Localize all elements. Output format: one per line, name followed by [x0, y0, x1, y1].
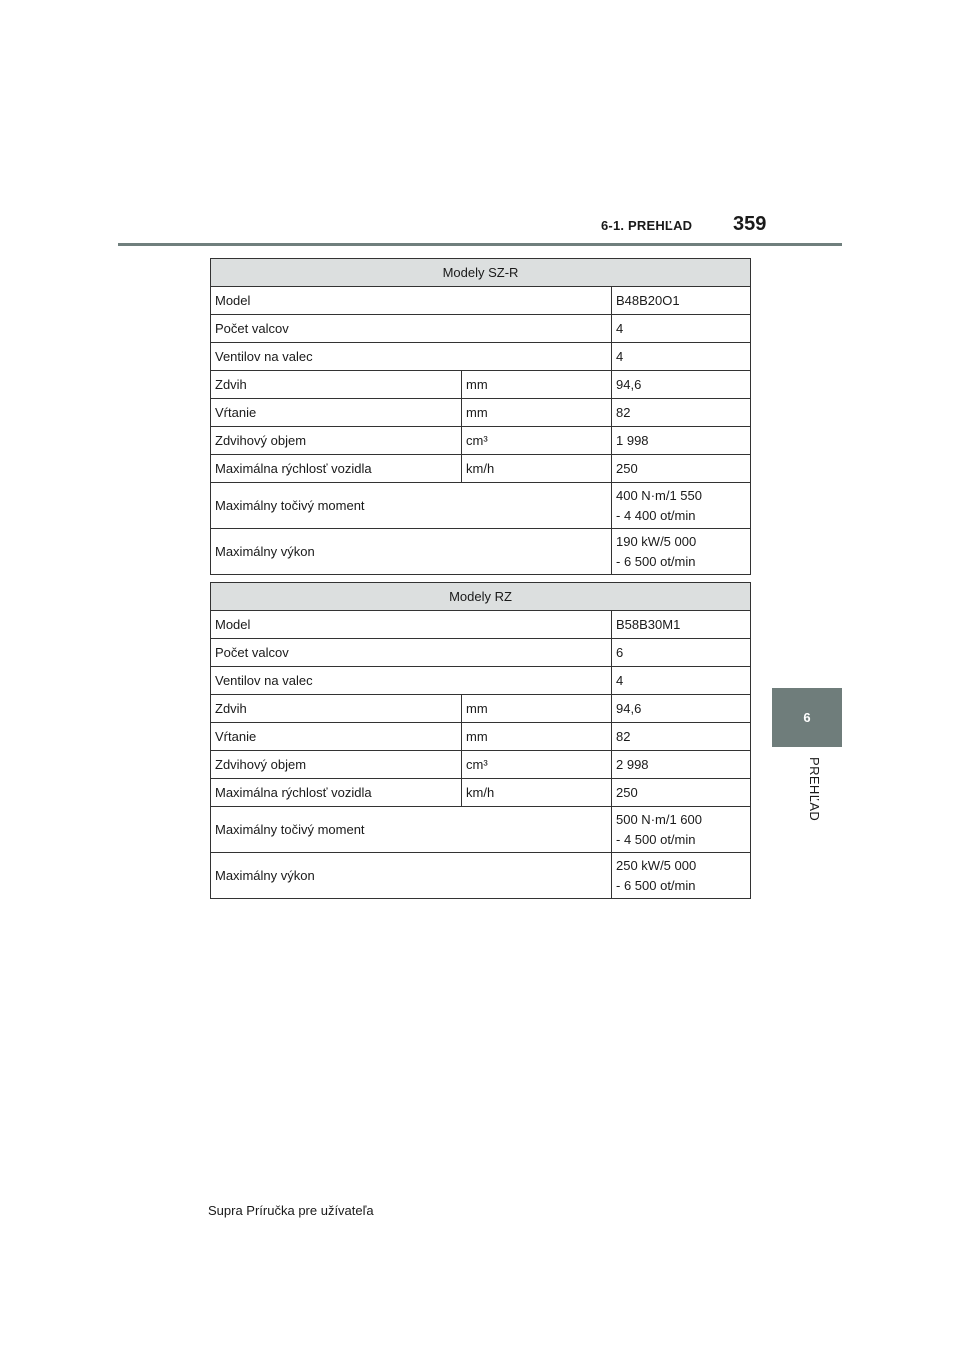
chapter-number: 6	[803, 710, 811, 725]
spec-value: 4	[612, 667, 751, 695]
spec-value: 4	[612, 315, 751, 343]
table-header-row	[211, 583, 751, 611]
footer-manual-title: Supra Príručka pre užívateľa	[208, 1203, 374, 1218]
spec-value: 82	[612, 399, 751, 427]
chapter-label: PREHĽAD	[807, 757, 822, 822]
spec-value: 250 kW/5 000 - 6 500 ot/min	[612, 853, 751, 899]
table-row	[211, 427, 751, 455]
table-row	[211, 611, 751, 639]
table-row	[211, 853, 751, 899]
spec-label: Zdvih	[211, 371, 462, 399]
spec-unit: cm³	[462, 427, 612, 455]
spec-unit: mm	[462, 695, 612, 723]
table-row	[211, 529, 751, 575]
spec-label: Maximálny výkon	[211, 853, 612, 899]
spec-unit: mm	[462, 371, 612, 399]
spec-unit: km/h	[462, 779, 612, 807]
spec-table-rz	[210, 582, 751, 899]
spec-label: Maximálny točivý moment	[211, 483, 612, 529]
table-row	[211, 455, 751, 483]
spec-value: 94,6	[612, 371, 751, 399]
spec-value: 500 N·m/1 600 - 4 500 ot/min	[612, 807, 751, 853]
table-row	[211, 399, 751, 427]
spec-label: Zdvihový objem	[211, 427, 462, 455]
spec-label: Zdvih	[211, 695, 462, 723]
table-row	[211, 371, 751, 399]
spec-value: B48B20O1	[612, 287, 751, 315]
table-row	[211, 667, 751, 695]
spec-label: Vŕtanie	[211, 723, 462, 751]
spec-value: 4	[612, 343, 751, 371]
table-row	[211, 723, 751, 751]
spec-label: Maximálny výkon	[211, 529, 612, 575]
spec-value: 94,6	[612, 695, 751, 723]
spec-label: Model	[211, 611, 612, 639]
spec-value: 6	[612, 639, 751, 667]
spec-value: 82	[612, 723, 751, 751]
spec-label: Maximálna rýchlosť vozidla	[211, 779, 462, 807]
table-row	[211, 695, 751, 723]
header-divider	[118, 243, 842, 246]
spec-label: Maximálna rýchlosť vozidla	[211, 455, 462, 483]
spec-label: Ventilov na valec	[211, 343, 612, 371]
spec-label: Model	[211, 287, 612, 315]
spec-unit: km/h	[462, 455, 612, 483]
table-title: Modely SZ-R	[211, 259, 751, 287]
table-row	[211, 483, 751, 529]
chapter-tab	[772, 688, 842, 747]
spec-unit: cm³	[462, 751, 612, 779]
spec-value: 250	[612, 779, 751, 807]
table-title: Modely RZ	[211, 583, 751, 611]
spec-label: Počet valcov	[211, 639, 612, 667]
page-number: 359	[733, 213, 767, 235]
spec-value: 190 kW/5 000 - 6 500 ot/min	[612, 529, 751, 575]
section-title: 6-1. PREHĽAD	[601, 218, 693, 233]
spec-table-sz-r	[210, 258, 751, 575]
spec-label: Maximálny točivý moment	[211, 807, 612, 853]
spec-unit: mm	[462, 723, 612, 751]
spec-label: Ventilov na valec	[211, 667, 612, 695]
table-row	[211, 315, 751, 343]
spec-label: Vŕtanie	[211, 399, 462, 427]
spec-label: Zdvihový objem	[211, 751, 462, 779]
spec-value: 1 998	[612, 427, 751, 455]
spec-label: Počet valcov	[211, 315, 612, 343]
table-row	[211, 343, 751, 371]
spec-value: B58B30M1	[612, 611, 751, 639]
spec-value: 400 N·m/1 550 - 4 400 ot/min	[612, 483, 751, 529]
table-row	[211, 751, 751, 779]
table-row	[211, 287, 751, 315]
table-row	[211, 639, 751, 667]
table-header-row	[211, 259, 751, 287]
spec-unit: mm	[462, 399, 612, 427]
table-row	[211, 807, 751, 853]
spec-value: 250	[612, 455, 751, 483]
table-row	[211, 779, 751, 807]
spec-value: 2 998	[612, 751, 751, 779]
